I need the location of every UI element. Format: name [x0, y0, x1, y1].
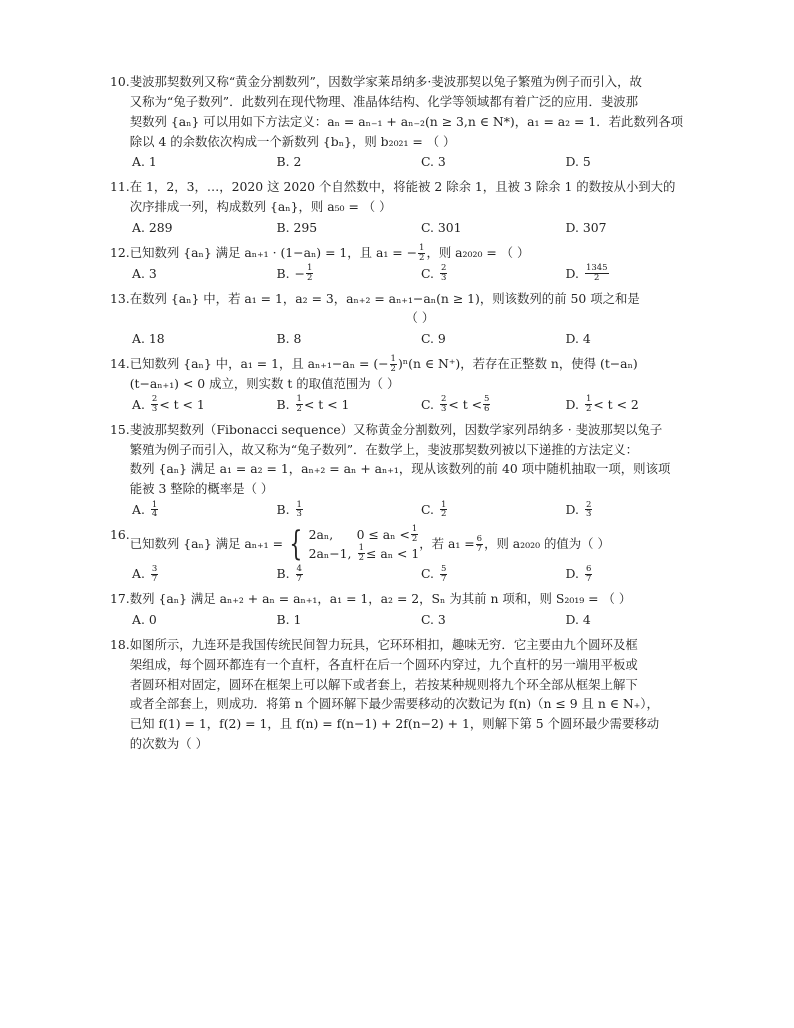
stem-line: 斐波那契数列（Fibonacci sequence）又称黄金分割数列，因数学家列昂纳多 · 斐波那契以兔子: [129, 421, 663, 437]
question-stem: [110, 243, 710, 263]
option-a[interactable]: A. 289: [132, 219, 173, 235]
option-b[interactable]: B. 1: [276, 612, 302, 627]
stem-line: (t−aₙ₊₁) < 0 成立，则实数 t 的取值范围为（ ）: [129, 375, 400, 391]
numerator: 1345: [585, 263, 608, 274]
options-row: [132, 152, 710, 172]
option-b[interactable]: [277, 264, 422, 284]
option-label: A.: [132, 396, 145, 412]
denominator: 2: [585, 404, 592, 415]
numerator: 1: [440, 499, 447, 510]
fraction: [151, 565, 158, 584]
denominator: 3: [296, 509, 302, 520]
numerator: 2: [440, 263, 447, 274]
fraction: [418, 244, 425, 263]
fraction: [585, 501, 592, 520]
stem-line: 契数列 {aₙ} 可以用如下方法定义：aₙ = aₙ₋₁ + aₙ₋₂(n ≥ 3,n ∈ N*)，a₁ = a₂ = 1．若此数列各项: [129, 113, 683, 129]
question-stem: [110, 177, 710, 217]
question-10: [110, 72, 710, 172]
denominator: 7: [151, 573, 158, 584]
question-number: 16.: [110, 526, 130, 542]
option-c[interactable]: [421, 500, 566, 520]
numerator: 3: [151, 563, 158, 574]
option-c[interactable]: C. 301: [421, 219, 462, 235]
stem-text: 已知数列 {aₙ} 满足 aₙ₊₁ =: [129, 536, 283, 552]
fraction: [440, 264, 447, 283]
stem-line: 数列 {aₙ} 满足 a₁ = a₂ = 1，aₙ₊₂ = aₙ + aₙ₊₁，现从该数列的前 40 项中随机抽取一项，则该项: [129, 461, 671, 477]
options-row: [132, 564, 710, 584]
option-a[interactable]: A. 0: [132, 612, 157, 627]
question-number: 13.: [110, 290, 130, 306]
option-text: < t <: [448, 396, 483, 412]
numerator: 6: [476, 533, 483, 544]
option-label: A.: [132, 502, 145, 518]
question-16: [110, 525, 710, 584]
question-number: 11.: [110, 179, 130, 195]
question-stem: [110, 420, 710, 499]
fraction: [296, 501, 303, 520]
case-expression: 2aₙ−1,: [308, 546, 352, 562]
stem-line: 者圆环相对固定，圆环在框架上可以解下或者套上，若按某种规则将九个环全部从框架上解下: [129, 676, 638, 692]
fraction: [476, 535, 483, 554]
fraction: [585, 395, 592, 414]
stem-line: 次序排成一列，构成数列 {aₙ}，则 a₅₀ = （ ）: [129, 199, 392, 215]
question-stem: [110, 72, 710, 151]
option-b[interactable]: [277, 500, 422, 520]
options-row: [132, 395, 710, 415]
question-stem: [110, 354, 710, 394]
option-a[interactable]: [132, 500, 277, 520]
option-b[interactable]: B. 295: [276, 219, 318, 235]
denominator: 7: [440, 573, 447, 584]
option-b[interactable]: [277, 564, 422, 584]
numerator: 1: [585, 394, 592, 405]
stem-text: 已知数列 {aₙ} 满足 aₙ₊₁ · (1−aₙ) = 1，且 a₁ = −: [129, 244, 418, 260]
option-label: D.: [565, 265, 579, 281]
fraction: [151, 501, 158, 520]
stem-line: [130, 525, 610, 563]
stem-line: [130, 243, 710, 263]
fraction: [585, 565, 592, 584]
question-stem: [110, 525, 710, 563]
option-label: B.: [276, 566, 290, 582]
option-label: B.: [276, 502, 290, 518]
option-b[interactable]: B. 8: [276, 331, 302, 347]
option-label: D.: [565, 502, 579, 518]
numerator: 1: [296, 394, 302, 405]
option-a[interactable]: [132, 564, 277, 584]
option-label: C.: [421, 265, 434, 281]
option-c[interactable]: [421, 564, 566, 584]
question-number: 10.: [110, 74, 130, 89]
option-b[interactable]: [277, 395, 422, 415]
piecewise-cases: [309, 525, 420, 563]
denominator: 4: [151, 509, 158, 520]
numerator: 1: [419, 242, 425, 253]
option-label: C.: [421, 396, 434, 412]
option-label: B.: [276, 265, 290, 281]
denominator: 2: [390, 364, 396, 375]
denominator: 7: [585, 573, 592, 584]
question-15: [110, 420, 710, 520]
numerator: 1: [411, 524, 418, 535]
denominator: 2: [296, 404, 302, 415]
denominator: 3: [151, 404, 158, 415]
fraction: [411, 525, 418, 544]
option-text: < t < 2: [593, 396, 639, 412]
denominator: 2: [419, 252, 425, 263]
denominator: 3: [440, 273, 447, 284]
option-a[interactable]: A. 1: [132, 154, 157, 170]
question-number: 15.: [110, 421, 130, 437]
option-d[interactable]: [566, 564, 711, 584]
question-13: [110, 289, 710, 350]
case-condition: ≤ aₙ < 1: [366, 546, 420, 562]
denominator: 7: [296, 573, 302, 584]
option-b[interactable]: B. 2: [276, 154, 302, 170]
options-row: [132, 610, 710, 630]
numerator: 4: [296, 563, 302, 574]
option-label: B.: [276, 396, 290, 412]
denominator: 3: [585, 509, 592, 520]
denominator: 2: [358, 553, 365, 564]
option-a[interactable]: A. 18: [132, 331, 165, 347]
option-a[interactable]: [132, 395, 277, 415]
question-14: [110, 354, 710, 415]
denominator: 3: [440, 404, 447, 415]
option-c[interactable]: [421, 395, 566, 415]
fraction: [151, 395, 158, 414]
case-row: [309, 544, 420, 563]
option-a[interactable]: A. 3: [132, 265, 157, 281]
numerator: 1: [358, 543, 365, 554]
numerator: 1: [151, 499, 158, 510]
stem-line: 如图所示，九连环是我国传统民间智力玩具，它环环相扣，趣味无穷．它主要由九个圆环及框: [129, 636, 638, 652]
option-text: < t < 1: [159, 396, 205, 412]
stem-line: 已知 f(1) = 1，f(2) = 1，且 f(n) = f(n−1) + 2f(n−2) + 1，则解下第 5 个圆环最少需要移动: [129, 716, 660, 732]
case-row: [309, 525, 420, 544]
question-number: 18.: [110, 636, 130, 652]
numerator: 1: [296, 499, 302, 510]
stem-line: 架组成，每个圆环都连有一个直杆，各直杆在后一个圆环内穿过，九个直杆的另一端用平板或: [129, 656, 638, 672]
stem-line: [130, 354, 710, 374]
stem-text: 已知数列 {aₙ} 中，a₁ = 1，且 aₙ₊₁−aₙ = (−: [129, 356, 389, 372]
option-d[interactable]: D. 4: [565, 331, 591, 347]
fraction: [358, 544, 365, 563]
stem-line: 的次数为（ ）: [129, 736, 209, 752]
question-number: 12.: [110, 244, 130, 260]
fraction: [483, 395, 490, 414]
question-number: 17.: [110, 591, 130, 607]
option-label: D.: [565, 396, 579, 412]
numerator: 2: [440, 394, 447, 405]
option-d[interactable]: [566, 395, 711, 415]
option-d[interactable]: [566, 264, 711, 284]
options-row: [132, 500, 710, 520]
option-text: < t < 1: [303, 396, 350, 412]
stem-line: 在数列 {aₙ} 中，若 a₁ = 1，a₂ = 3，aₙ₊₂ = aₙ₊₁−aₙ(n ≥ 1)，则该数列的前 50 项之和是: [129, 290, 640, 306]
stem-line: 斐波那契数列又称“黄金分割数列”，因数学家莱昂纳多·斐波那契以兔子繁殖为例子而引入，故: [129, 74, 642, 89]
question-11: [110, 177, 710, 238]
question-number: 14.: [110, 356, 130, 372]
option-d[interactable]: D. 5: [565, 154, 591, 170]
option-label: D.: [565, 566, 579, 582]
fraction: [440, 501, 447, 520]
stem-line: 繁殖为例子而引入，故又称为“兔子数列”．在数学上，斐波那契数列被以下递推的方法定义：: [129, 441, 639, 457]
stem-text: ，若 a₁ =: [419, 536, 475, 552]
numerator: 2: [585, 499, 592, 510]
fraction: [440, 565, 447, 584]
stem-line: 数列 {aₙ} 满足 aₙ₊₂ + aₙ = aₙ₊₁，a₁ = 1，a₂ = 2，Sₙ 为其前 n 项和，则 S₂₀₁₉ = （ ）: [129, 591, 632, 607]
question-12: [110, 243, 710, 284]
numerator: 5: [440, 563, 447, 574]
question-stem: [110, 289, 710, 329]
option-label: A.: [132, 566, 145, 582]
case-expression: 2aₙ,: [308, 526, 334, 542]
question-17: [110, 589, 710, 630]
option-label: C.: [421, 502, 434, 518]
question-stem: [110, 635, 710, 754]
option-c[interactable]: [421, 264, 566, 284]
numerator: 2: [151, 394, 158, 405]
fraction: [585, 264, 609, 283]
option-label: C.: [421, 566, 434, 582]
options-row: [132, 264, 710, 284]
denominator: 6: [484, 404, 490, 415]
stem-text: ，则 a₂₀₂₀ = （ ）: [426, 244, 530, 260]
denominator: 2: [594, 273, 600, 284]
option-d[interactable]: [566, 500, 711, 520]
case-condition: 0 ≤ aₙ <: [356, 526, 410, 542]
options-row: [132, 329, 710, 349]
fraction: [296, 395, 303, 414]
option-c[interactable]: C. 3: [421, 154, 446, 170]
stem-text: )ⁿ(n ∈ N⁺)，若存在正整数 n，使得 (t−aₙ): [397, 356, 638, 372]
sign: −: [294, 265, 305, 281]
fraction: [390, 355, 397, 374]
denominator: 2: [306, 273, 313, 284]
options-row: [132, 218, 710, 238]
stem-text: ，则 a₂₀₂₀ 的值为（ ）: [484, 536, 610, 552]
numerator: 1: [390, 354, 396, 365]
denominator: 7: [476, 543, 483, 554]
option-d[interactable]: D. 307: [565, 219, 607, 235]
denominator: 2: [440, 509, 447, 520]
fraction: [306, 264, 313, 283]
numerator: 5: [484, 394, 490, 405]
option-d[interactable]: D. 4: [565, 612, 591, 627]
numerator: 6: [585, 563, 592, 574]
option-c[interactable]: C. 3: [421, 612, 446, 627]
numerator: 1: [306, 263, 313, 274]
left-brace: {: [289, 524, 303, 565]
fraction: [296, 565, 303, 584]
fraction: [440, 395, 447, 414]
stem-line: 在 1，2，3，…，2020 这 2020 个自然数中，将能被 2 除余 1，且被 3 除余 1 的数按从小到大的: [129, 179, 676, 195]
stem-line: 除以 4 的余数依次构成一个新数列 {bₙ}，则 b₂₀₂₁ = （ ）: [129, 133, 456, 149]
question-list: [110, 72, 710, 759]
stem-line: （ ）: [405, 310, 435, 326]
denominator: 2: [411, 533, 418, 544]
option-c[interactable]: C. 9: [421, 331, 446, 347]
stem-line: 又称为“兔子数列”．此数列在现代物理、准晶体结构、化学等领域都有着广泛的应用．斐波那: [129, 93, 639, 109]
question-18: [110, 635, 710, 754]
question-stem: [110, 589, 710, 609]
stem-line: 或者全部套上，则成功．将第 n 个圆环解下最少需要移动的次数记为 f(n)（n ≤ 9 且 n ∈ N₊），: [129, 696, 659, 712]
stem-line: 能被 3 整除的概率是（ ）: [129, 481, 274, 497]
